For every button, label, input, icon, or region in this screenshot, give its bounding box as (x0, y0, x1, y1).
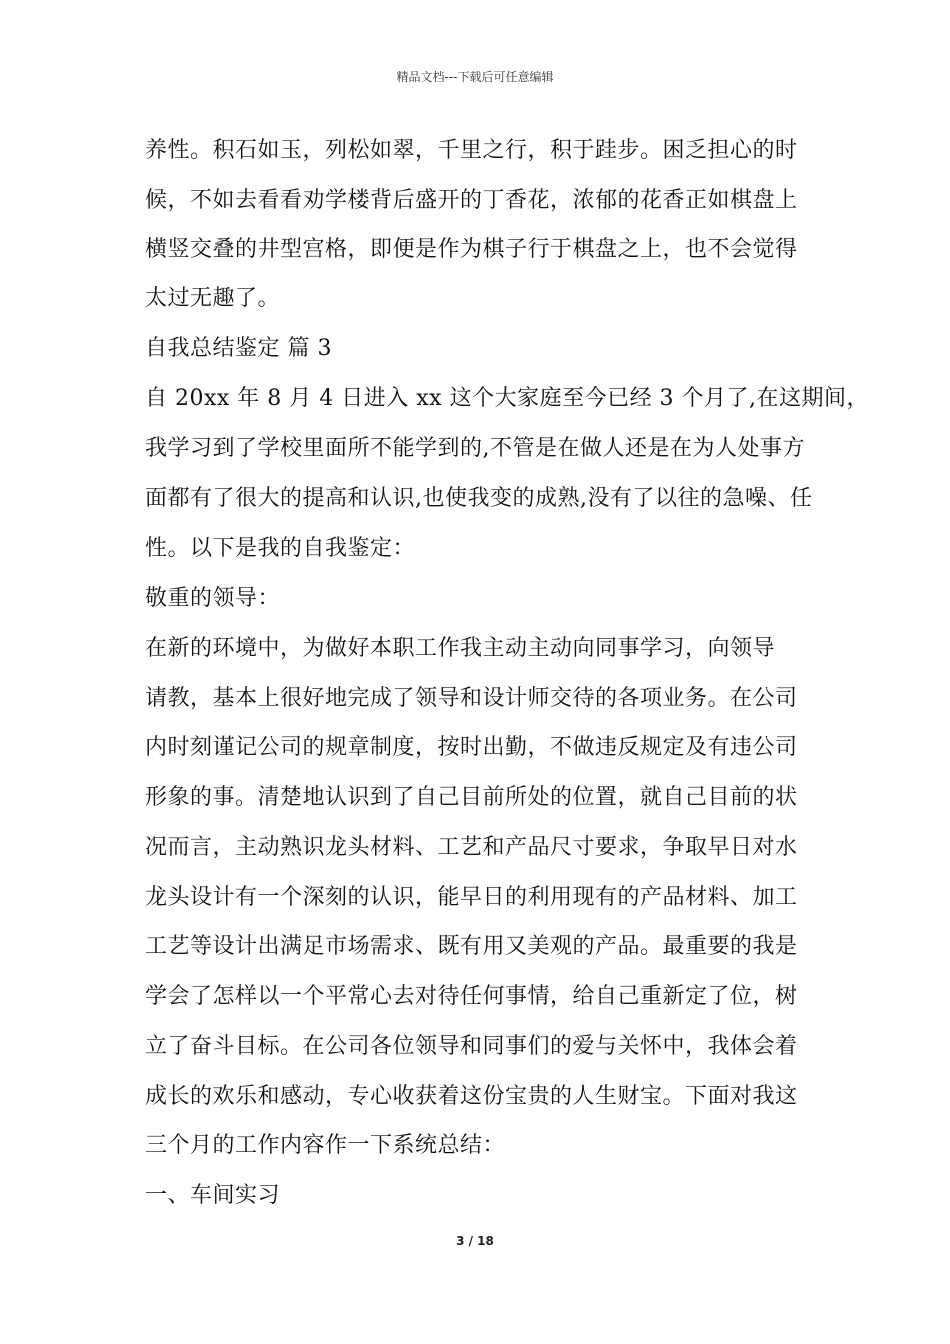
section-title: 自我总结鉴定 篇 3 (145, 336, 332, 361)
paragraph-line: 形象的事。清楚地认识到了自己目前所处的位置，就自己目前的状 (145, 785, 798, 810)
paragraph-line: 候，不如去看看劝学楼背后盛开的丁香花，浓郁的花香正如棋盘上 (145, 188, 798, 213)
paragraph-line: 三个月的工作内容作一下系统总结： (145, 1133, 506, 1158)
paragraph-line: 性。以下是我的自我鉴定： (145, 536, 416, 561)
paragraph-line: 立了奋斗目标。在公司各位领导和同事们的爱与关怀中，我体会着 (145, 1034, 798, 1059)
paragraph-line: 工艺等设计出满足市场需求、既有用又美观的产品。最重要的我是 (145, 934, 798, 959)
paragraph-line: 横竖交叠的井型宫格，即便是作为棋子行于棋盘之上，也不会觉得 (145, 237, 798, 262)
paragraph-line: 学会了怎样以一个平常心去对待任何事情，给自己重新定了位，树 (145, 984, 798, 1009)
paragraph-line: 内时刻谨记公司的规章制度，按时出勤，不做违反规定及有违公司 (145, 735, 798, 760)
subsection-heading: 一、车间实习 (145, 1183, 281, 1208)
paragraph-line: 养性。积石如玉，列松如翠，千里之行，积于跬步。困乏担心的时 (145, 138, 798, 163)
salutation: 敬重的领导： (145, 586, 281, 611)
paragraph-line: 自 20xx 年 8 月 4 日进入 xx 这个大家庭至今已经 3 个月了,在这期间， (145, 386, 870, 411)
paragraph-line: 在新的环境中，为做好本职工作我主动主动向同事学习，向领导 (145, 636, 776, 661)
page-number: 3 / 18 (456, 1234, 494, 1248)
paragraph-line: 太过无趣了。 (145, 286, 281, 311)
paragraph-line: 请教，基本上很好地完成了领导和设计师交待的各项业务。在公司 (145, 686, 798, 711)
paragraph-line: 龙头设计有一个深刻的认识，能早日的利用现有的产品材料、加工 (145, 885, 798, 910)
paragraph-line: 面都有了很大的提高和认识,也使我变的成熟,没有了以往的急噪、任 (145, 486, 813, 511)
paragraph-line: 成长的欢乐和感动，专心收获着这份宝贵的人生财宝。下面对我这 (145, 1084, 798, 1109)
paragraph-line: 况而言，主动熟识龙头材料、工艺和产品尺寸要求，争取早日对水 (145, 835, 798, 860)
paragraph-line: 我学习到了学校里面所不能学到的,不管是在做人还是在为人处事方 (145, 436, 805, 461)
page-header: 精品文档---下载后可任意编辑 (396, 70, 554, 84)
